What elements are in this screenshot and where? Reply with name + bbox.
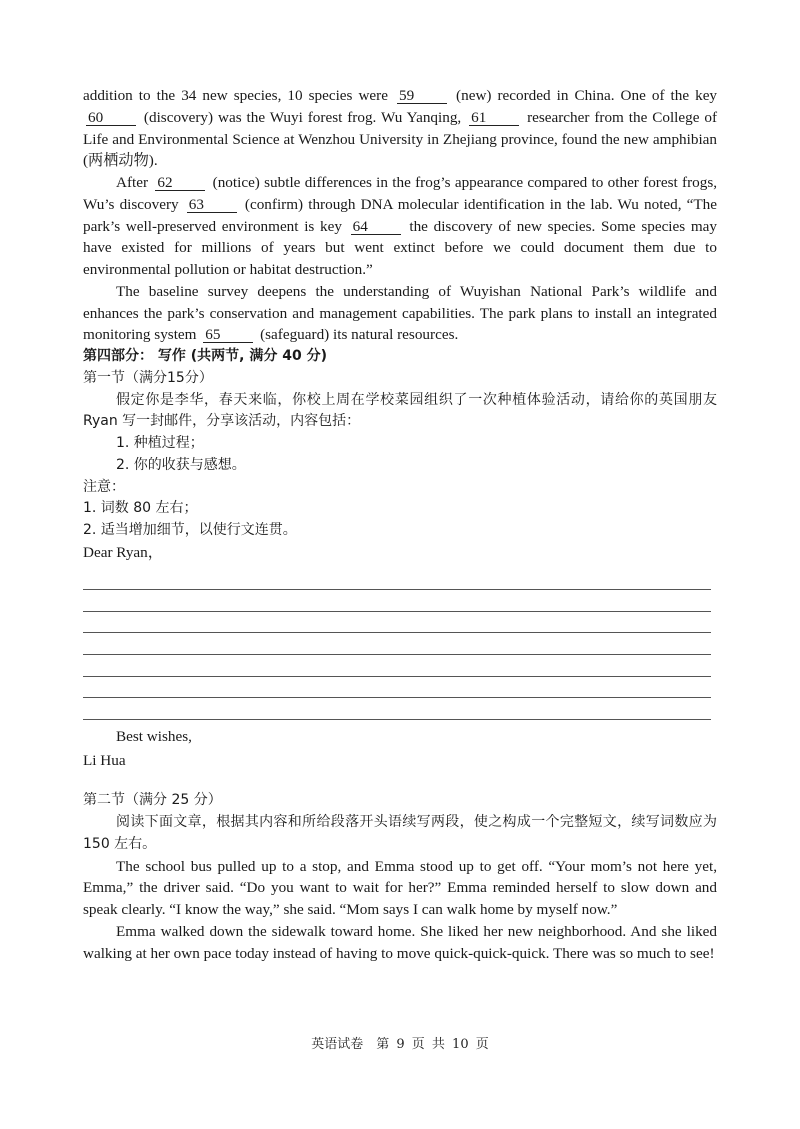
answer-line[interactable] (83, 698, 711, 720)
section-2-title: 第二节（满分 25 分） (83, 792, 222, 809)
answer-lines[interactable] (83, 569, 711, 720)
answer-line[interactable] (83, 677, 711, 699)
story-paragraph-2: Emma walked down the sidewalk toward home. She liked her new neighborhood. And she liked walking at her own pace today instead of having to move quick-quick-quick. There was so much to see! (83, 922, 717, 962)
note-item: 2. 适当增加细节，以使行文连贯。 (83, 522, 297, 538)
blank-60[interactable]: 60 (86, 110, 136, 126)
section-1-title: 第一节（满分15分） (83, 369, 213, 386)
section-1-prompt: 假定你是李华，春天来临，你校上周在学校菜园组织了一次种植体验活动，请给你的英国朋友 Ryan 写一封邮件，分享该活动，内容包括： (83, 391, 717, 430)
prompt-item: 2. 你的收获与感想。 (116, 456, 246, 473)
blank-64[interactable]: 64 (351, 219, 401, 235)
answer-line[interactable] (83, 612, 711, 634)
signer-name: Li Hua (83, 751, 126, 769)
note-item: 1. 词数 80 左右； (83, 500, 198, 517)
answer-line[interactable] (83, 569, 711, 591)
section-2-prompt: 阅读下面文章，根据其内容和所给段落开头语续写两段，使之构成一个完整短文，续写词数应为 150 左右。 (83, 814, 717, 852)
answer-line[interactable] (83, 590, 711, 612)
blank-63[interactable]: 63 (187, 197, 237, 213)
blank-61[interactable]: 61 (469, 110, 519, 126)
salutation: Dear Ryan， (83, 543, 163, 561)
exam-page (83, 85, 717, 964)
prompt-item: 1. 种植过程； (116, 435, 204, 451)
closing: Best wishes, (116, 727, 192, 745)
blank-62[interactable]: 62 (155, 175, 205, 191)
story-paragraph-1: The school bus pulled up to a stop, and Emma stood up to get off. “Your mom’s not here yet, Emma,” the driver said. “Do you want to wait for her?” Emma reminded herself to slow down and speak clearly. “I know the way,” she said. “Mom says I can walk home by myself now.” (83, 857, 717, 919)
answer-line[interactable] (83, 655, 711, 677)
passage-paragraph-2: After 62 (notice) subtle differences in the frog’s appearance compared to other forest frogs, Wu’s discovery 63 (confirm) through DNA molecular identification in the lab. Wu noted, “The park’s well-preserved environment is key 64 the discovery of new species. Some species may have existed for millions of years but went extinct before we could document them due to environmental pollution or habitat destruction.” (83, 174, 718, 278)
notes-label: 注意： (83, 478, 125, 495)
page-footer: 英语试卷 第 9 页 共 10 页 (311, 1037, 489, 1052)
answer-line[interactable] (83, 633, 711, 655)
blank-65[interactable]: 65 (203, 327, 253, 343)
part-four-title: 第四部分： 写作 (共两节, 满分 40 分) (83, 348, 327, 364)
passage-paragraph-3: The baseline survey deepens the understanding of Wuyishan National Park’s wildlife and enhances the park’s conservation and management capabilities. The park plans to install an integrated monitoring system 65 (safeguard) its natural resources. (83, 282, 717, 344)
blank-59[interactable]: 59 (397, 88, 447, 104)
passage-paragraph-1: addition to the 34 new species, 10 species were 59 (new) recorded in China. One of the key 60 (discovery) was the Wuyi forest frog. Wu Yanqing, 61 researcher from the College of Life and Environmental Science at Wenzhou University in Zhejiang province, found the new amphibian (两栖动物). (83, 87, 718, 170)
